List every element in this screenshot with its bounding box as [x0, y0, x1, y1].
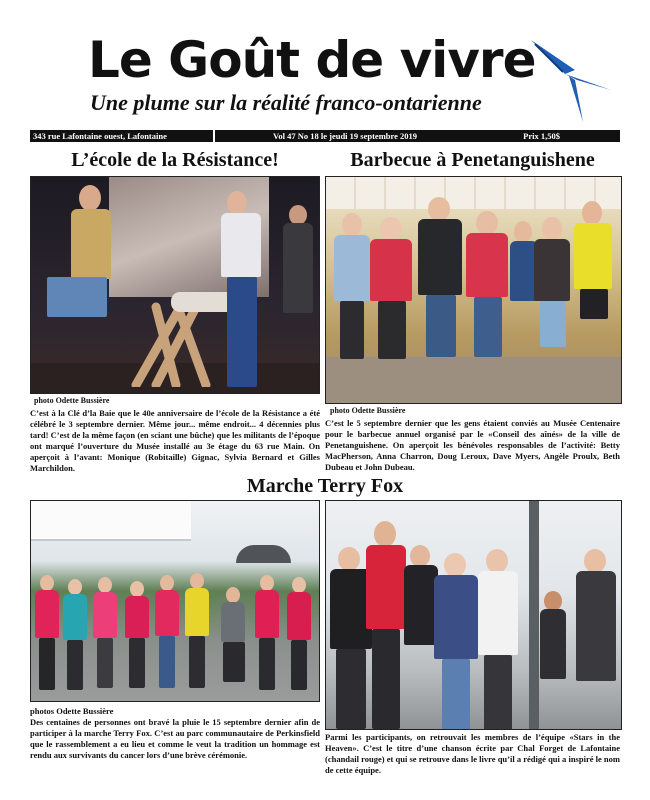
caption-resistance: C’est à la Clé d’la Baie que le 40e anniversaire de l’école de la Résistance a été célébré le 3 septembre dernier. Même jour... même endroit... 4 décennies plus tard! C’est de la même façon (en sciant une bûche) que les militants de l’époque ont marqué l’ouverture du Musée installé au 3e étage du 63 rue Main. On aperçoit à l’avant: Monique (Robitaille) Gignac, Sylvia Bernard et Gilles Marchildon.	[30, 408, 320, 473]
address-bar: 343 rue Lafontaine ouest, Lafontaine	[30, 130, 213, 142]
caption-terry-fox-left	[30, 706, 320, 761]
photo-credit-terry-fox: photos Odette Bussière	[30, 706, 114, 716]
headline-barbecue: Barbecue à Penetanguishene	[350, 149, 595, 171]
caption-terry-fox-right: Parmi les participants, on retrouvait les membres de l’équipe «Stars in the Heaven». C’est le titre d’une chanson écrite par Chal Forget de Lafontaine (chandail rouge) et qui se retrouve dans le livre qu’il a rédigé qui a inspiré le nom de cette équipe.	[325, 732, 620, 775]
seagull-icon	[525, 30, 615, 126]
photo-terry-fox-group	[30, 500, 320, 702]
caption-barbecue: C’est le 5 septembre dernier que les gens étaient conviés au Musée Centenaire pour le barbecue annuel organisé par le «Conseil des aînés» de la ville de Penetanguishene. On aperçoit les bénévoles responsables de l’activité: Betty MacPherson, Anna Charron, Doug Leroux, Dave Myers, Angèle Proulx, Beth Dubeau et John Dubeau.	[325, 418, 620, 472]
headline-resistance: L’école de la Résistance!	[71, 149, 279, 171]
newspaper-title: Le Goût de vivre	[88, 31, 536, 89]
issue-info: Vol 47 No 18 le jeudi 19 septembre 2019	[273, 131, 418, 141]
photo-credit-resistance: photo Odette Bussière	[34, 396, 110, 405]
photo-credit-barbecue: photo Odette Bussière	[330, 406, 406, 415]
caption-terry-fox-left-text: Des centaines de personnes ont bravé la pluie le 15 septembre dernier afin de participer à la marche Terry Fox. C’est au parc communautaire de Perkinsfield que le rassemblement a eu lieu et comme le veut la tradition un hommage est rendu aux survivants du cancer lors d’une brève cérémonie.	[30, 717, 320, 760]
photo-barbecue	[325, 176, 622, 404]
price: Prix 1,50$	[523, 131, 560, 141]
masthead	[0, 0, 650, 130]
issue-bar	[215, 130, 620, 142]
headline-terry-fox: Marche Terry Fox	[246, 475, 404, 497]
photo-terry-fox-team	[325, 500, 622, 730]
photo-resistance	[30, 176, 320, 394]
newspaper-subtitle: Une plume sur la réalité franco-ontarienne	[90, 90, 482, 115]
